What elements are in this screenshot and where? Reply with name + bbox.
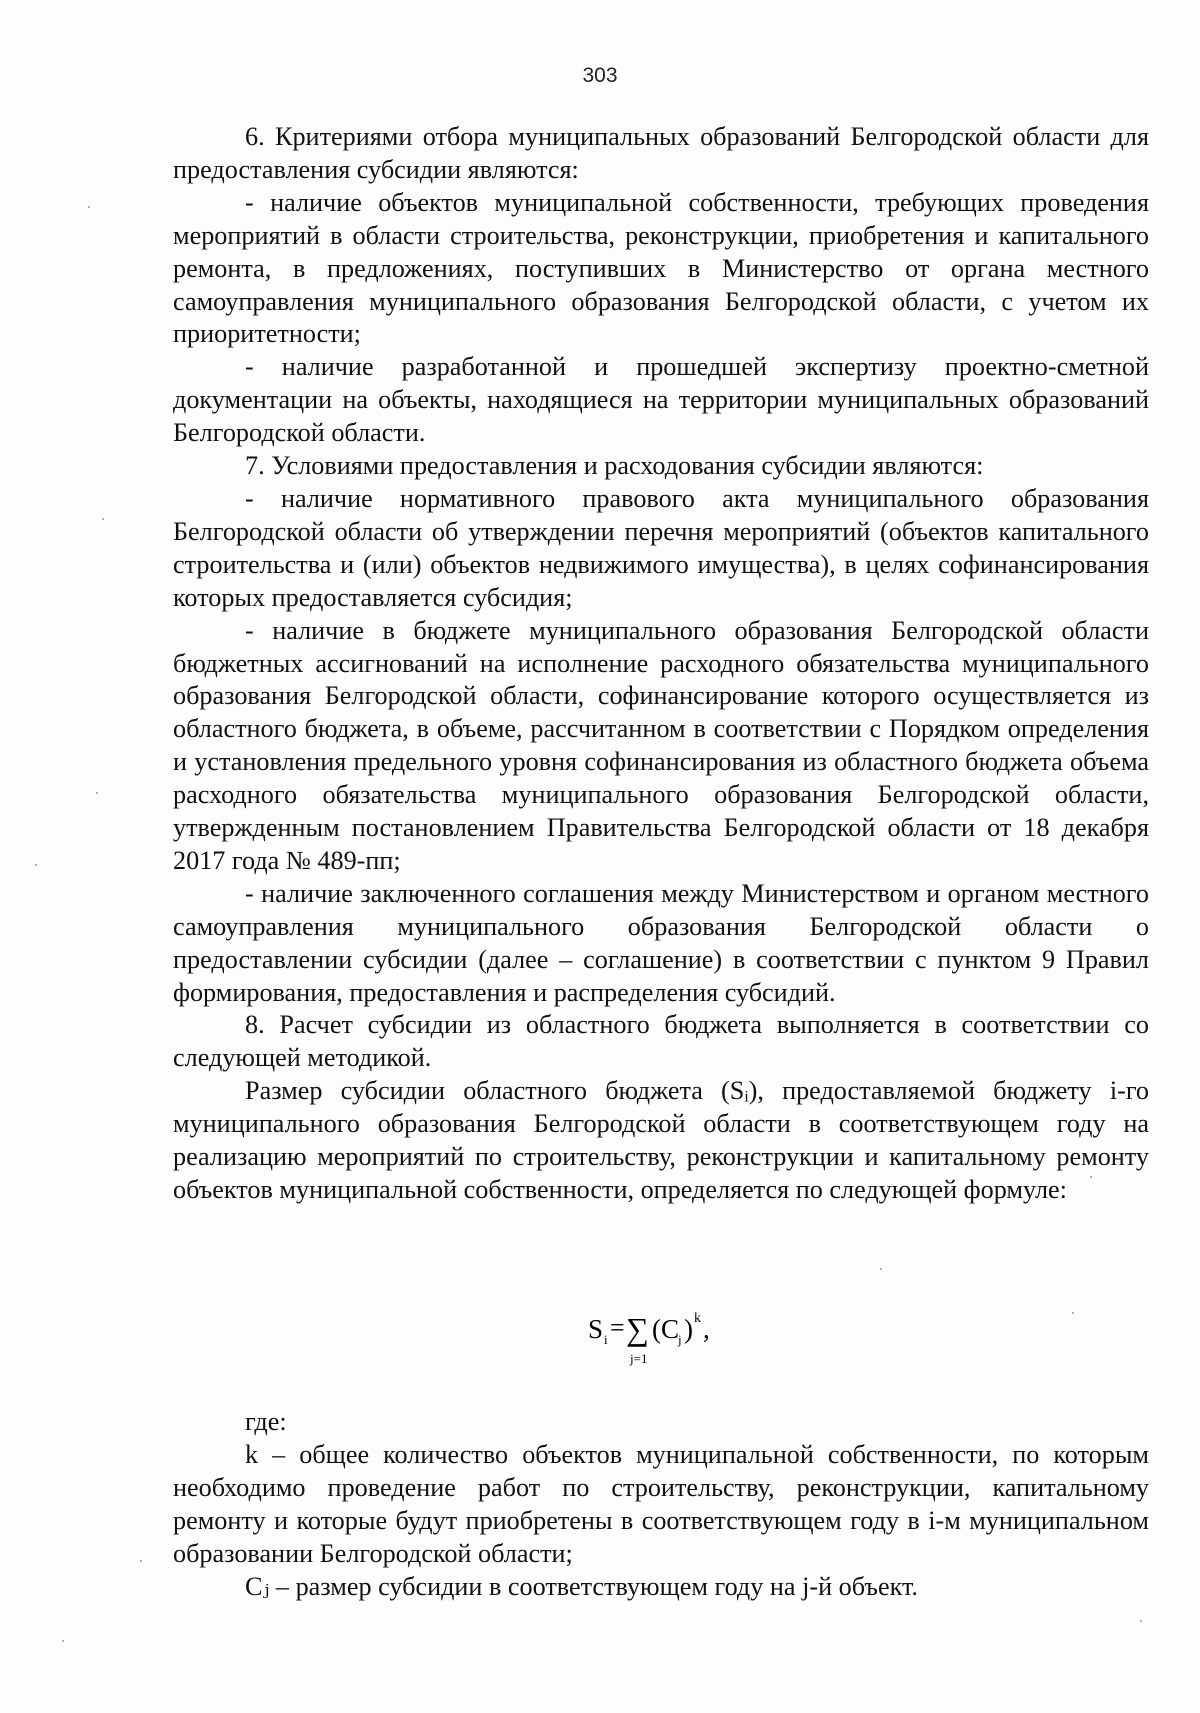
definitions-block [173,1406,1149,1603]
formula-sigma: ∑ [626,1311,649,1347]
paragraph-subsidy-size: Размер субсидии областного бюджета (Sᵢ), предоставляемой бюджету i-го муниципального образования Белгородской области в соответствующем году на реализацию мероприятий по строительству, реконструкции и капитальному ремонту объектов муниципальной собственности, определяется по следующей формуле: [173,1076,1149,1204]
scan-speck [102,518,104,520]
paragraph-conditions-heading: 7. Условиями предоставления и расходования субсидии являются: [245,451,984,481]
formula-lhs-subscript: i [604,1332,608,1347]
scan-speck [62,1640,64,1642]
definition-cj: Cⱼ – размер субсидии в соответствующем году на j-й объект. [245,1571,918,1601]
paragraph-criteria-item-1: - наличие объектов муниципальной собственности, требующих проведения мероприятий в области строительства, реконструкции, приобретения и капитального ремонта, в предложениях, поступивших в Министерство от органа местного самоуправления муниципального образования Белгородской области, с учетом их приоритетности; [173,187,1149,349]
subsidy-formula [588,1300,788,1370]
scan-speck [880,1268,882,1270]
definition-k: k – общее количество объектов муниципальной собственности, по которым необходимо проведение работ по строительству, реконструкции, капитальному ремонту и которые будут приобретены в соответствующем году в i-м муниципальном образовании Белгородской области; [173,1439,1149,1568]
page-number: 303 [582,64,618,87]
formula-paren-open: ( [652,1314,661,1344]
scan-speck [1072,1312,1074,1314]
paragraph-criteria-heading: 6. Критериями отбора муниципальных образований Белгородской области для предоставления субсидии являются: [173,122,1149,184]
formula-paren-close: ) [684,1314,693,1344]
scan-speck [35,864,37,866]
formula-sigma-lower-limit: j=1 [630,1351,648,1366]
formula-term: C [661,1314,680,1344]
document-body [173,121,1149,1207]
formula-trailing-comma: , [703,1314,710,1344]
paragraph-conditions-item-3: - наличие заключенного соглашения между Министерством и органом местного самоуправления муниципального образования Белгородской области о предоставлении субсидии (далее – соглашение) в соответствии с пунктом 9 Правил формирования, предоставления и распределения субсидий. [173,878,1149,1007]
formula-equals: = [610,1313,625,1342]
scan-speck [96,792,98,794]
formula-term-subscript: j [678,1332,682,1347]
scan-speck [1140,1620,1142,1622]
paragraph-conditions-item-1: - наличие нормативного правового акта муниципального образования Белгородской области об утверждении перечня мероприятий (объектов капитального строительства и (или) объектов недвижимого имущества), в целях софинансирования которых предоставляется субсидия; [173,483,1149,612]
formula-lhs: S [588,1314,604,1344]
paragraph-conditions-item-2: - наличие в бюджете муниципального образования Белгородской области бюджетных ассигнований на исполнение расходного обязательства муниципального образования Белгородской области, софинансирование которого осуществляется из областного бюджета, в объеме, рассчитанном в соответствии с Порядком определения и установления предельного уровня софинансирования из областного бюджета объема расходного обязательства муниципального образования Белгородской области, утвержденным постановлением Правительства Белгородской области от 18 декабря 2017 года № 489-пп; [173,615,1149,875]
paragraph-criteria-item-2: - наличие разработанной и прошедшей экспертизу проектно-сметной документации на объекты, находящиеся на территории муниципальных образований Белгородской области. [173,352,1149,448]
scan-speck [88,206,90,208]
formula-svg [588,1300,788,1370]
where-label: где: [245,1407,287,1436]
formula-power: k [694,1311,701,1326]
scan-speck [140,1560,142,1562]
scan-speck [1090,1176,1092,1178]
paragraph-calculation-heading: 8. Расчет субсидии из областного бюджета выполняется в соответствии со следующей методикой. [173,1010,1149,1073]
